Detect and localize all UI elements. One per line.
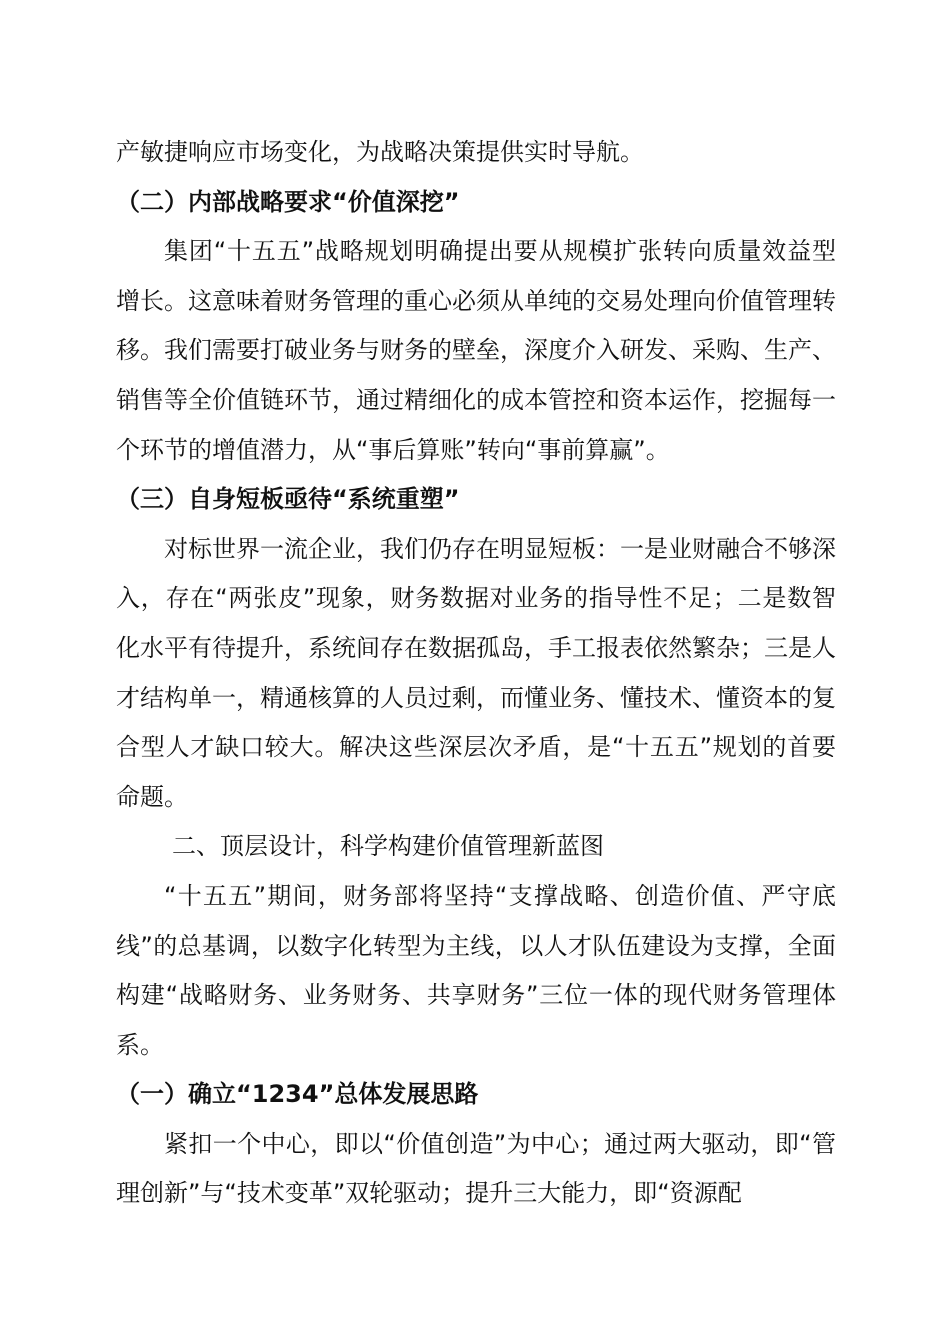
body-paragraph: 集团“十五五”战略规划明确提出要从规模扩张转向质量效益型增长。这意味着财务管理的重心必须从单纯的交易处理向价值管理转移。我们需要打破业务与财务的壁垒，深度介入研发、采购、生产、销售等全价值链环节，通过精细化的成本管控和资本运作，挖掘每一个环节的增值潜力，从“事后算账”转向“事前算赢”。 <box>116 237 836 464</box>
subheading-internal-strategy: （二）内部战略要求“价值深挖” <box>116 187 460 216</box>
subheading-system-rebuild: （三）自身短板亟待“系统重塑” <box>116 485 460 514</box>
subheading-1234-approach: （一）确立“1234”总体发展思路 <box>116 1080 479 1109</box>
body-paragraph: “十五五”期间，财务部将坚持“支撑战略、创造价值、严守底线”的总基调，以数字化转型为主线，以人才队伍建设为支撑，全面构建“战略财务、业务财务、共享财务”三位一体的现代财务管理体系。 <box>116 881 836 1059</box>
body-paragraph: 对标世界一流企业，我们仍存在明显短板：一是业财融合不够深入，存在“两张皮”现象，财务数据对业务的指导性不足；二是数智化水平有待提升，系统间存在数据孤岛，手工报表依然繁杂；三是人才结构单一，精通核算的人员过剩，而懂业务、懂技术、懂资本的复合型人才缺口较大。解决这些深层次矛盾，是“十五五”规划的首要命题。 <box>116 534 836 811</box>
section-heading: 二、顶层设计，科学构建价值管理新蓝图 <box>172 832 604 861</box>
body-paragraph: 紧扣一个中心，即以“价值创造”为中心；通过两大驱动，即“管理创新”与“技术变革”双轮驱动；提升三大能力，即“资源配 <box>116 1129 836 1208</box>
document-body <box>116 128 836 1219</box>
continuation-paragraph: 产敏捷响应市场变化，为战略决策提供实时导航。 <box>116 138 644 166</box>
